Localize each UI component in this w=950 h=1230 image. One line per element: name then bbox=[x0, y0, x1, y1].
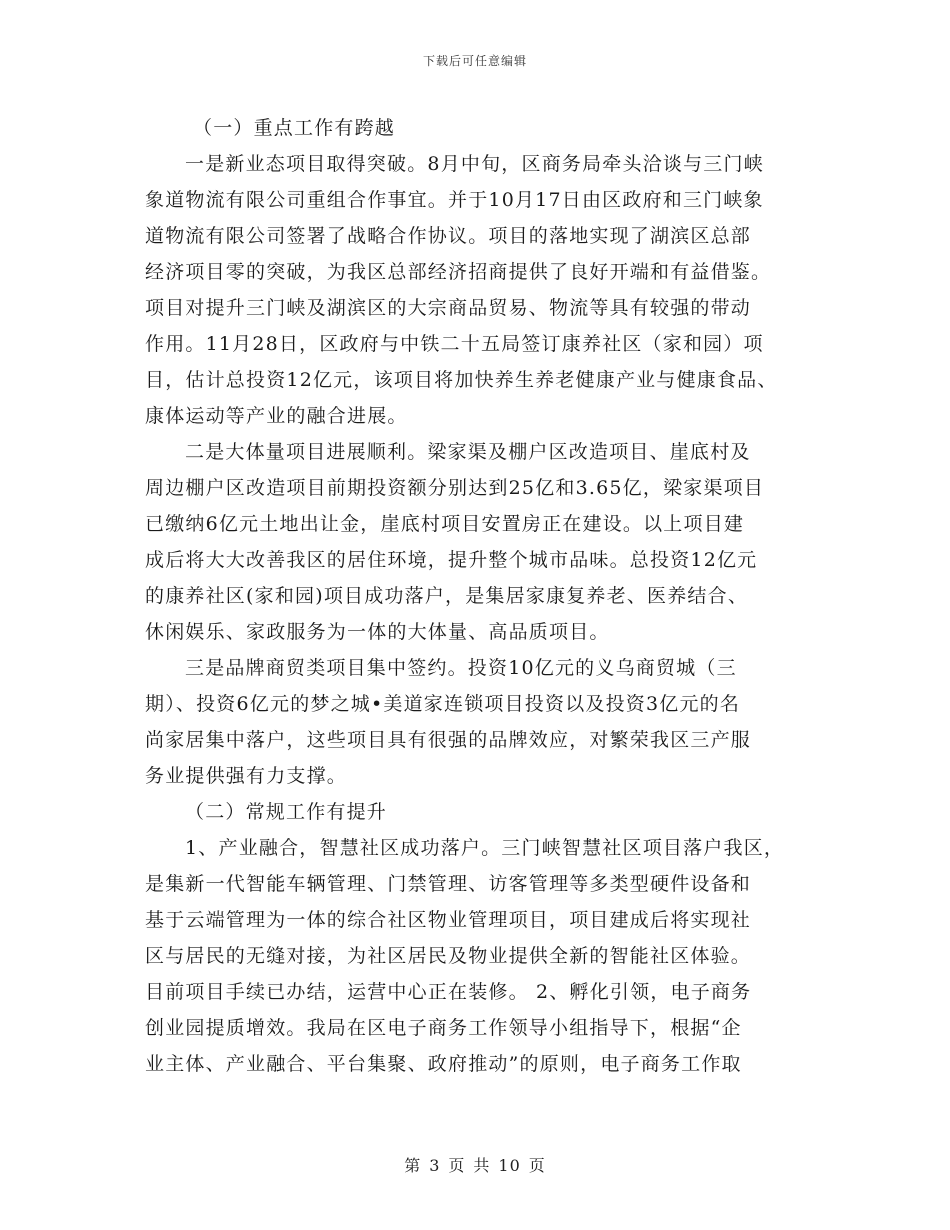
paragraph-line: 创业园提质增效。我局在区电子商务工作领导小组指导下，根据“企 bbox=[145, 1017, 742, 1039]
paragraph-line: 是集新一代智能车辆管理、门禁管理、访客管理等多类型硬件设备和 bbox=[145, 873, 752, 895]
paragraph-line: 目，估计总投资12亿元，该项目将加快养生养老健康产业与健康食品、 bbox=[145, 369, 778, 391]
paragraph-line: 一是新业态项目取得突破。8月中旬，区商务局牵头洽谈与三门峡 bbox=[185, 153, 764, 175]
paragraph-line: 务业提供强有力支撑。 bbox=[145, 765, 348, 787]
paragraph-line: 尚家居集中落户，这些项目具有很强的品牌效应，对繁荣我区三产服 bbox=[145, 729, 752, 751]
paragraph-line: 业主体、产业融合、平台集聚、政府推动”的原则，电子商务工作取 bbox=[145, 1053, 742, 1075]
paragraph-line: 三是品牌商贸类项目集中签约。投资10亿元的义乌商贸城（三 bbox=[185, 657, 737, 679]
paragraph-line: 成后将大大改善我区的居住环境，提升整个城市品味。总投资12亿元 bbox=[145, 549, 758, 571]
paragraph-line: 目前项目手续已办结，运营中心正在装修。 2、孵化引领，电子商务 bbox=[145, 981, 752, 1003]
paragraph-line: 经济项目零的突破，为我区总部经济招商提供了良好开端和有益借鉴。 bbox=[145, 261, 772, 283]
page-label: 共 bbox=[473, 1156, 491, 1175]
paragraph-line: 区与居民的无缝对接，为社区居民及物业提供全新的智能社区体验。 bbox=[145, 945, 752, 967]
section-heading-1: （一）重点工作有跨越 bbox=[193, 117, 396, 139]
paragraph-line: 期）、投资6亿元的梦之城•美道家连锁项目投资以及投资3亿元的名 bbox=[145, 693, 741, 715]
page-footer bbox=[0, 1153, 950, 1176]
paragraph-line: 康体运动等产业的融合进展。 bbox=[145, 405, 408, 427]
document-body bbox=[145, 110, 815, 1082]
paragraph-line: 1、产业融合，智慧社区成功落户。三门峡智慧社区项目落户我区， bbox=[185, 837, 785, 859]
paragraph-line: 项目对提升三门峡及湖滨区的大宗商品贸易、物流等具有较强的带动 bbox=[145, 297, 752, 319]
paragraph-line: 道物流有限公司签署了战略合作协议。项目的落地实现了湖滨区总部 bbox=[145, 225, 752, 247]
paragraph-line: 休闲娱乐、家政服务为一体的大体量、高品质项目。 bbox=[145, 621, 610, 643]
paragraph-line: 已缴纳6亿元土地出让金，崖底村项目安置房正在建设。以上项目建 bbox=[145, 513, 745, 535]
page-total-number: 10 bbox=[498, 1156, 521, 1175]
paragraph-line: 象道物流有限公司重组合作事宜。并于10月17日由区政府和三门峡象 bbox=[145, 189, 764, 211]
page-label: 页 bbox=[448, 1156, 466, 1175]
paragraph-line: 周边棚户区改造项目前期投资额分别达到25亿和3.65亿，梁家渠项目 bbox=[145, 477, 765, 499]
paragraph-line: 基于云端管理为一体的综合社区物业管理项目，项目建成后将实现社 bbox=[145, 909, 752, 931]
paragraph-line: 的康养社区(家和园)项目成功落户，是集居家康复养老、医养结合、 bbox=[145, 585, 749, 607]
page-label: 页 bbox=[528, 1156, 546, 1175]
page-current-number: 3 bbox=[429, 1156, 441, 1175]
paragraph-line: 作用。11月28日，区政府与中铁二十五局签订康养社区（家和园）项 bbox=[145, 333, 764, 355]
section-heading-2: （二）常规工作有提升 bbox=[185, 801, 388, 823]
paragraph-line: 二是大体量项目进展顺利。梁家渠及棚户区改造项目、崖底村及 bbox=[185, 441, 751, 463]
header-note: 下载后可任意编辑 bbox=[422, 54, 527, 68]
page-label: 第 bbox=[404, 1156, 422, 1175]
